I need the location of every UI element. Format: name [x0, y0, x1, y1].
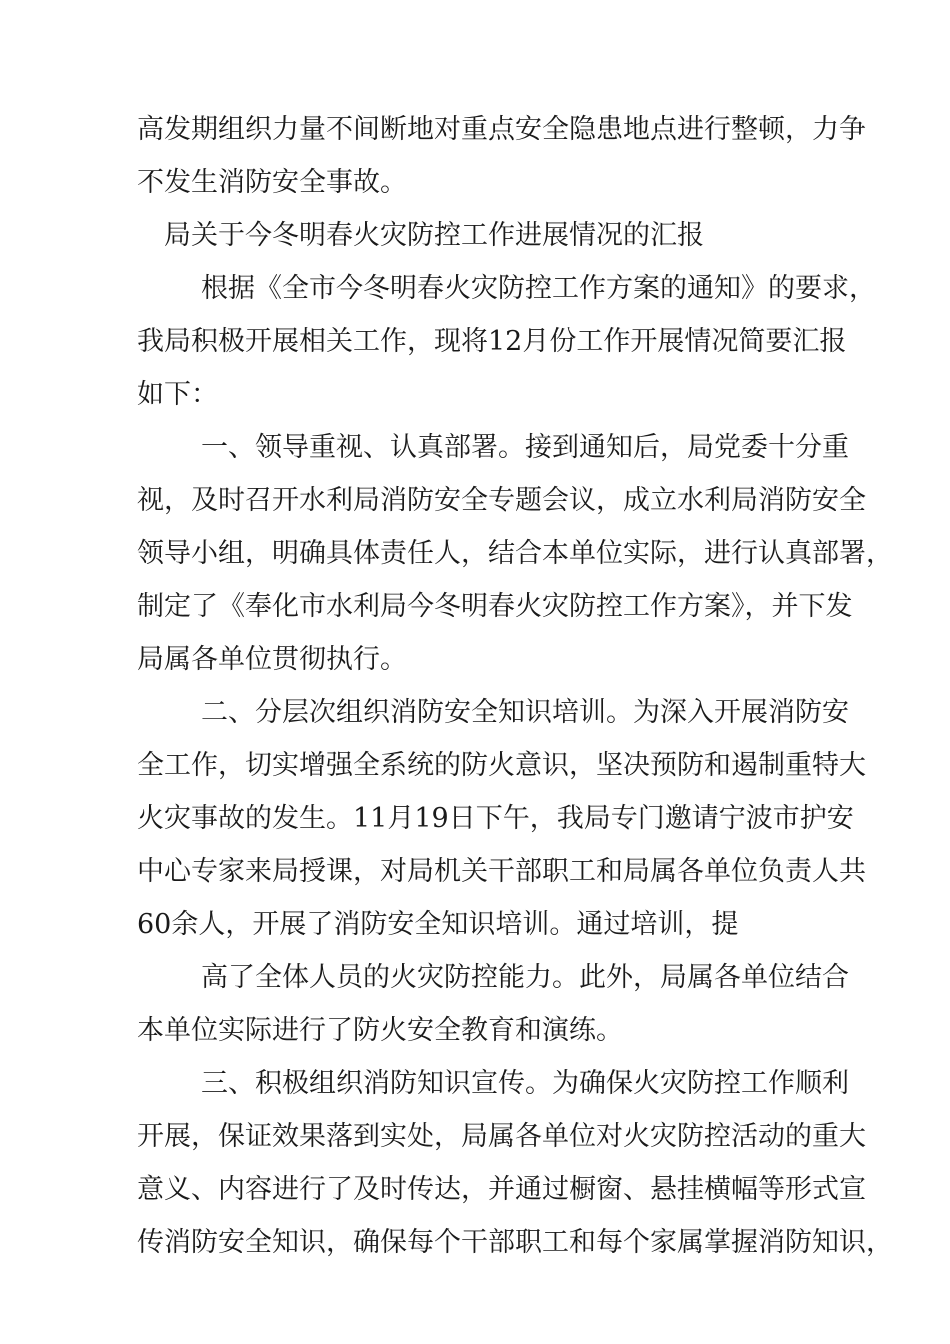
- text-line: 开展，保证效果落到实处，局属各单位对火灾防控活动的重大: [137, 1121, 866, 1152]
- text-line: 二、分层次组织消防安全知识培训。为深入开展消防安: [201, 697, 849, 728]
- text-line: 全工作，切实增强全系统的防火意识，坚决预防和遏制重特大: [137, 750, 866, 781]
- text-line: 如下：: [137, 379, 218, 410]
- text-line: 本单位实际进行了防火安全教育和演练。: [137, 1015, 623, 1046]
- text-line: 一、领导重视、认真部署。接到通知后，局党委十分重: [201, 432, 849, 463]
- text-line: 传消防安全知识，确保每个干部职工和每个家属掌握消防知识，: [137, 1227, 893, 1258]
- text-line: 领导小组，明确具体责任人，结合本单位实际，进行认真部署，: [137, 538, 893, 569]
- text-line: 视，及时召开水利局消防安全专题会议，成立水利局消防安全: [137, 485, 866, 516]
- text-line: 高了全体人员的火灾防控能力。此外，局属各单位结合: [201, 962, 849, 993]
- section-heading: 局关于今冬明春火灾防控工作进展情况的汇报: [164, 220, 704, 251]
- text-line: 我局积极开展相关工作，现将12月份工作开展情况简要汇报: [137, 326, 847, 357]
- document-body: [137, 103, 893, 1269]
- text-line: 制定了《奉化市水利局今冬明春火灾防控工作方案》，并下发: [137, 591, 853, 622]
- text-line: 中心专家来局授课，对局机关干部职工和局属各单位负责人共: [137, 856, 866, 887]
- text-line: 60余人，开展了消防安全知识培训。通过培训，提: [137, 909, 739, 940]
- text-line: 高发期组织力量不间断地对重点安全隐患地点进行整顿，力争: [137, 114, 866, 145]
- text-line: 局属各单位贯彻执行。: [137, 644, 407, 675]
- text-line: 根据《全市今冬明春火灾防控工作方案的通知》的要求，: [201, 273, 876, 304]
- text-line: 意义、内容进行了及时传达，并通过橱窗、悬挂横幅等形式宣: [137, 1174, 866, 1205]
- text-line: 火灾事故的发生。11月19日下午，我局专门邀请宁波市护安: [137, 803, 854, 834]
- text-line: 三、积极组织消防知识宣传。为确保火灾防控工作顺利: [201, 1068, 849, 1099]
- text-line: 不发生消防安全事故。: [137, 167, 407, 198]
